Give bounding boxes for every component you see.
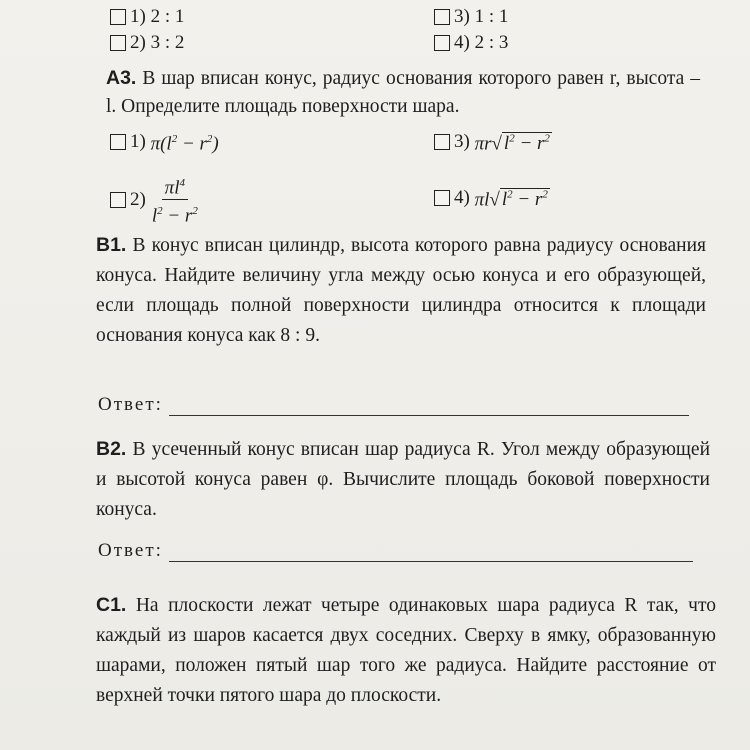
option-4[interactable]: [434, 32, 508, 54]
option-number: 4): [454, 186, 470, 208]
option-number: 1): [130, 130, 146, 152]
checkbox[interactable]: [434, 9, 450, 25]
question-label: С1.: [96, 594, 127, 616]
option-number: 3): [454, 130, 470, 152]
option-2[interactable]: [110, 32, 184, 54]
a3-option-2[interactable]: [110, 172, 204, 228]
checkbox[interactable]: [110, 192, 126, 208]
question-a3: [106, 64, 700, 121]
checkbox[interactable]: [110, 134, 126, 150]
option-text: 4) 2 : 3: [454, 32, 509, 53]
question-text: В конус вписан цилиндр, высота которого равна радиусу основания конуса. Найдите величину угла между осью конуса и его образующей, если площадь полной поверхности цилиндра относится к площади основания конуса как 8 : 9.: [96, 235, 707, 346]
option-text: 3) 1 : 1: [454, 6, 509, 27]
question-c1: [96, 590, 716, 711]
checkbox[interactable]: [434, 134, 450, 150]
checkbox[interactable]: [110, 9, 126, 25]
answer-input-line[interactable]: [169, 397, 689, 416]
question-label: А3.: [106, 67, 137, 89]
answer-input-line[interactable]: [169, 543, 693, 562]
question-text: В усеченный конус вписан шар радиуса R. Угол между образующей и высотой конуса равен φ. Вычислите площадь боковой поверхности конуса.: [96, 439, 710, 520]
option-number: 2): [130, 188, 146, 210]
checkbox[interactable]: [434, 190, 450, 206]
question-label: В2.: [96, 438, 127, 460]
a3-option-3[interactable]: [434, 128, 552, 155]
formula: $\frac{\pi l^4}{l^2 - r^2}$: [149, 172, 201, 228]
answer-b2: [98, 540, 693, 562]
question-b2: [96, 434, 710, 525]
option-text: 2) 3 : 2: [130, 32, 185, 53]
option-text: 1) 2 : 1: [130, 6, 185, 27]
question-label: В1.: [96, 234, 127, 256]
question-b1: [96, 230, 706, 351]
a3-option-4[interactable]: [434, 184, 550, 211]
checkbox[interactable]: [110, 35, 126, 51]
option-1[interactable]: [110, 6, 184, 28]
answer-label: Ответ:: [98, 394, 163, 415]
answer-label: Ответ:: [98, 540, 163, 561]
formula: πr√ $l^2 - r^2$: [469, 133, 550, 155]
checkbox[interactable]: [434, 35, 450, 51]
question-text: На плоскости лежат четыре одинаковых шара радиуса R так, что каждый из шаров касается двух соседних. Сверху в ямку, образованную шарами, положен пятый шар того же радиуса. Найдите расстояние от верхней точки пятого шара до плоскости.: [96, 595, 716, 706]
option-3[interactable]: [434, 6, 508, 28]
question-text: В шар вписан конус, радиус основания которого равен r, высота – l. Определите площадь поверхности шара.: [106, 68, 700, 117]
formula: πl√ $l^2 - r^2$: [469, 189, 548, 211]
answer-b1: [98, 394, 689, 416]
formula: $\pi(l^2 - r^2)$: [145, 133, 219, 155]
a3-option-1[interactable]: [110, 128, 219, 155]
